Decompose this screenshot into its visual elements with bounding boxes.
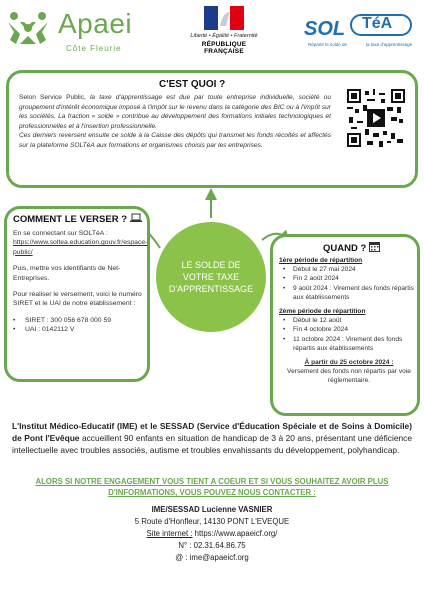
when-note-date: À partir du 25 octobre 2024 : [304,359,394,367]
what-is-it-p2: Ces derniers reversent ensuite ce solde à la Caisse des dépôts qui transmet les fonds récoltés et affectés sur la plateforme SOLTéA aux formations et organismes choisis par les entreprises. [19,132,331,149]
what-is-it-p1-start: Selon Service Public, [19,94,90,101]
period1-title: 1ère période de répartition [279,257,363,264]
period2-item: • 11 octobre 2024 : Virement des fonds répartis aux établissements [279,335,419,353]
soltea-logo [304,12,416,52]
contact-email[interactable]: @ : ime@apaeicf.org [175,553,249,562]
what-is-it-title: C'EST QUOI ? [159,79,226,90]
soltea-sub-right: la taxe d'apprentissage [366,42,413,47]
contact-name: IME/SESSAD Lucienne VASNIER [151,505,273,514]
uai-item: • UAI : 0142112 V [13,325,145,334]
soltea-sol: SOL [304,18,346,40]
what-is-it-p1-italic: la taxe d'apprentissage est due par toute entreprise individuelle, société ou groupement d'intérêt économique imposé à l'impôt sur le revenu dans la catégorie des BIC ou à l'impôt sur les sociétés. La fraction « solde » contribue au développement des formations initiales technologiques et professionnelles et à l'insertion professionnelle. [19,94,331,130]
period1-item: • Fin 2 août 2024 [279,274,419,283]
apaei-logo [6,8,146,52]
qr-code[interactable] [347,89,405,147]
how-to-pay-p3: Pour réaliser le versement, voici le numéro SIRET et le UAI de notre établissement : [13,291,142,308]
rf-name: RÉPUBLIQUE FRANÇAISE [201,41,247,55]
when-note-text: Versement des fonds non répartis par voie réglementaire. [287,368,411,385]
rf-motto: Liberté • Égalité • Fraternité [190,33,258,39]
when-box [270,234,420,416]
what-is-it-text [19,93,331,151]
center-circle [156,222,266,332]
siret-item: • SIRET : 300 056 678 000 59 [13,316,145,325]
period2-title: 2ème période de répartition [279,308,366,316]
how-to-pay-body [13,229,148,335]
marianne-flag-icon [204,6,244,30]
when-body [279,256,419,386]
soltea-tea: TéA [362,15,393,32]
contact-address: 5 Route d'Honfleur, 14130 PONT L'EVEQUE [134,517,290,526]
intro-paragraph [12,420,412,456]
soltea-link[interactable]: https://www.soltea.education.gouv.fr/espace-public/ [13,239,148,256]
contact-site-label: Site internet : [146,529,193,538]
how-to-pay-p2: Puis, mettre vos identifiants de Net-Entreprises. [13,265,121,282]
how-to-pay-title [13,213,142,225]
how-to-pay-box [4,206,150,382]
soltea-sub-left: Répartir le solde de [308,42,348,47]
call-to-action: ALORS SI NOTRE ENGAGEMENT VOUS TIENT A COEUR ET SI VOUS SOUHAITEZ AVOIR PLUS D'INFORMATIONS, VOUS POUVEZ NOUS CONTACTER : [35,477,389,497]
intro-rest: accueillent 90 enfants en situation de handicap de 3 à 20 ans, présentant une déficience intellectuelle avec troubles associés, autisme et troubles envahissants du développement, polyhandicap. [12,433,412,455]
apaei-name: Apaei [58,8,133,39]
how-to-pay-p1: En se connectant sur SOLTéA : [13,230,108,237]
how-to-pay-title-text: COMMENT LE VERSER ? [13,214,128,225]
contact-site [12,528,412,540]
laptop-icon [130,213,142,223]
period1-item: • Début le 27 mai 2024 [279,265,419,274]
apaei-subtitle: Côte Fleurie [66,44,122,53]
when-title-text: QUAND ? [323,243,367,254]
center-circle-text: LE SOLDE DE VOTRE TAXE D'APPRENTISSAGE [168,260,254,294]
period1-item: • 9 août 2024 : Virement des fonds répartis aux établissements [279,284,419,302]
intro-bold: L'Institut Médico-Educatif (IME) et le SESSAD (Service d'Éducation Spéciale et de Soins à Domicile) de Pont l'Evêque [12,421,412,443]
contact-phone: N° : 02.31.64.86.75 [178,541,246,550]
when-note [279,358,419,386]
period2-item: • Fin 4 octobre 2024 [279,325,419,334]
contact-block [12,504,412,564]
period2-item: • Début le 12 août [279,316,419,325]
contact-site-link[interactable]: https://www.apaeicf.org/ [192,529,278,538]
when-title [323,241,380,254]
calendar-icon [369,241,380,252]
apaei-figures-icon [6,10,50,46]
what-is-it-box [6,70,418,188]
republique-francaise-logo [184,6,264,54]
